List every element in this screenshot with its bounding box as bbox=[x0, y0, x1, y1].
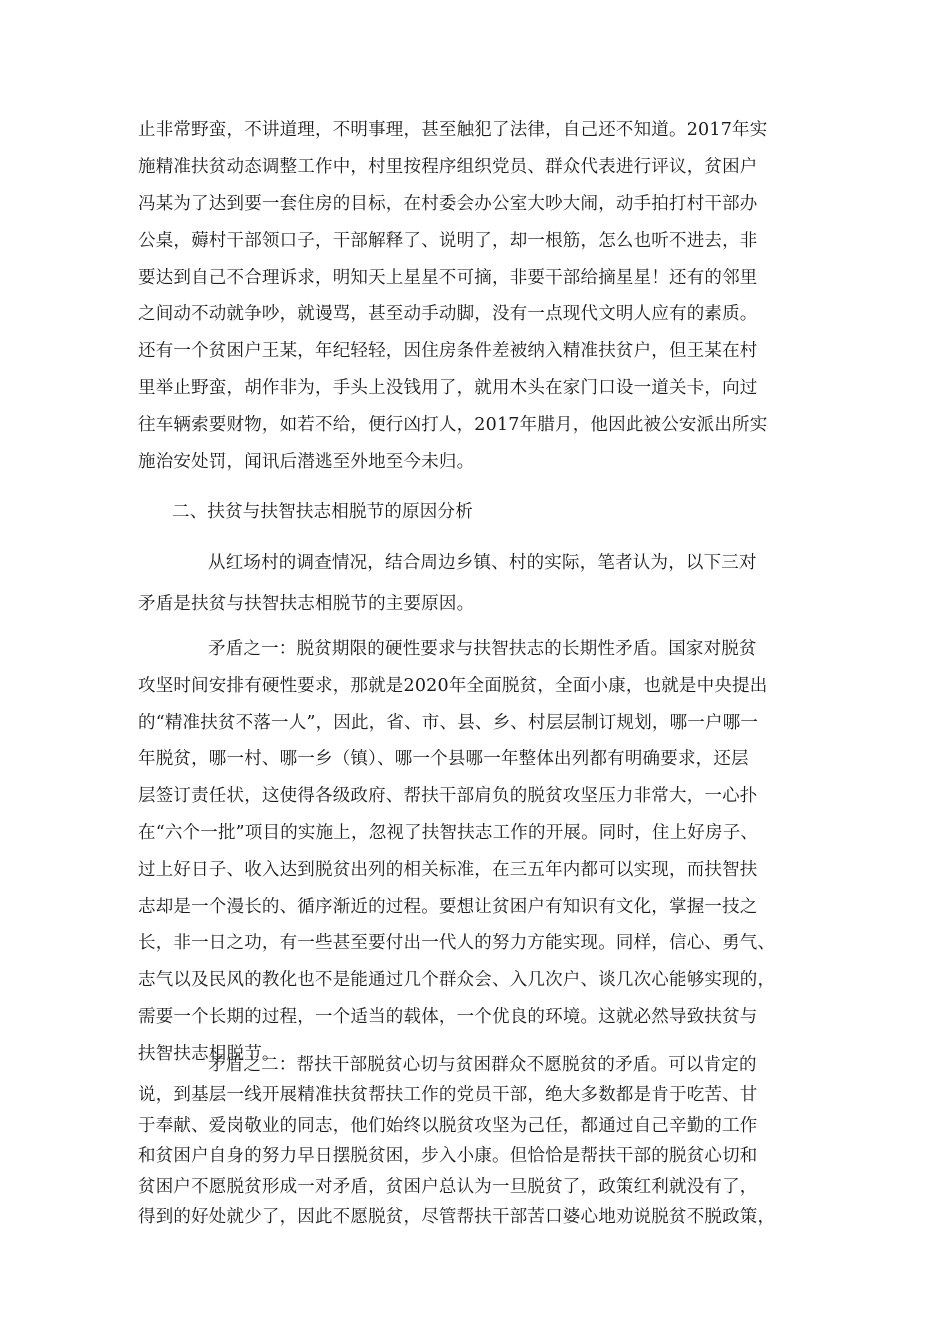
heading-text: 二、扶贫与扶智扶志相脱节的原因分析 bbox=[172, 502, 473, 522]
text-line: 还有一个贫困户王某，年纪轻轻，因住房条件差被纳入精准扶贫户，但王某在村 bbox=[138, 341, 758, 362]
text-line: 止非常野蛮，不讲道理，不明事理，甚至触犯了法律，自己还不知道。2017年实 bbox=[138, 120, 768, 140]
text-line: 之间动不动就争吵，就谩骂，甚至动手动脚，没有一点现代文明人应有的素质。 bbox=[138, 304, 758, 325]
text-line: 的“精准扶贫不落一人”，因此，省、市、县、乡、村层层制订规划，哪一户哪一 bbox=[138, 712, 759, 733]
paragraph-3 bbox=[138, 631, 838, 1073]
text-line: 公桌，薅村干部领口子，干部解释了、说明了，却一根筋，怎么也听不进去，非 bbox=[138, 230, 758, 251]
paragraph-1 bbox=[138, 112, 838, 481]
text-line: 贫困户不愿脱贫形成一对矛盾，贫困户总认为一旦脱贫了，政策红利就没有了， bbox=[138, 1176, 758, 1197]
paragraph-2 bbox=[138, 543, 838, 625]
paragraph-4 bbox=[138, 1050, 838, 1232]
text-line: 矛盾是扶贫与扶智扶志相脱节的主要原因。 bbox=[138, 594, 475, 614]
text-line: 说，到基层一线开展精准扶贫帮扶工作的党员干部，绝大多数都是肯于吃苦、甘 bbox=[138, 1085, 758, 1106]
text-line: 得到的好处就少了，因此不愿脱贫，尽管帮扶干部苦口婆心地劝说脱贫不脱政策， bbox=[138, 1206, 776, 1227]
text-line: 要达到自己不合理诉求，明知天上星星不可摘，非要干部给摘星星！还有的邻里 bbox=[138, 267, 758, 288]
text-line: 年脱贫，哪一村、哪一乡（镇）、哪一个县哪一年整体出列都有明确要求，还层 bbox=[138, 749, 749, 770]
text-line: 矛盾之一：脱贫期限的硬性要求与扶智扶志的长期性矛盾。国家对脱贫 bbox=[208, 639, 757, 659]
text-line: 攻坚时间安排有硬性要求，那就是2020年全面脱贫，全面小康，也就是中央提出 bbox=[138, 675, 768, 696]
text-line: 和贫困户自身的努力早日摆脱贫困，步入小康。但恰恰是帮扶干部的脱贫心切和 bbox=[138, 1146, 758, 1167]
text-line: 冯某为了达到要一套住房的目标，在村委会办公室大吵大闹，动手拍打村干部办 bbox=[138, 193, 758, 214]
text-line: 于奉献、爱岗敬业的同志，他们始终以脱贫攻坚为己任，都通过自己辛勤的工作 bbox=[138, 1115, 758, 1136]
text-line: 施治安处罚，闻讯后潜逃至外地至今未归。 bbox=[138, 452, 475, 473]
text-line: 层签订责任状，这使得各级政府、帮扶干部肩负的脱贫攻坚压力非常大，一心扑 bbox=[138, 786, 758, 807]
text-line: 从红场村的调查情况，结合周边乡镇、村的实际，笔者认为，以下三对 bbox=[208, 553, 757, 573]
text-line: 志却是一个漫长的、循序渐近的过程。要想让贫困户有知识有文化，掌握一技之 bbox=[138, 896, 758, 917]
text-line: 需要一个长期的过程，一个适当的载体，一个优良的环境。这就必然导致扶贫与 bbox=[138, 1006, 758, 1027]
text-line: 矛盾之二：帮扶干部脱贫心切与贫困群众不愿脱贫的矛盾。可以肯定的 bbox=[208, 1055, 757, 1075]
text-line: 往车辆索要财物，如若不给，便行凶打人，2017年腊月，他因此被公安派出所实 bbox=[138, 415, 768, 436]
text-line: 扶智扶志相脱节。 bbox=[138, 1043, 280, 1064]
text-line: 过上好日子、收入达到脱贫出列的相关标准，在三五年内都可以实现，而扶智扶 bbox=[138, 859, 758, 880]
text-line: 志气以及民风的教化也不是能通过几个群众会、入几次户、谈几次心能够实现的， bbox=[138, 970, 776, 991]
text-line: 在“六个一批”项目的实施上，忽视了扶智扶志工作的开展。同时，住上好房子、 bbox=[138, 822, 759, 843]
section-heading bbox=[172, 494, 872, 530]
text-line: 施精准扶贫动态调整工作中，村里按程序组织党员、群众代表进行评议，贫困户 bbox=[138, 156, 758, 177]
text-line: 长，非一日之功，有一些甚至要付出一代人的努力方能实现。同样，信心、勇气、 bbox=[138, 933, 776, 954]
text-line: 里举止野蛮，胡作非为，手头上没钱用了，就用木头在家门口设一道关卡，向过 bbox=[138, 378, 758, 399]
